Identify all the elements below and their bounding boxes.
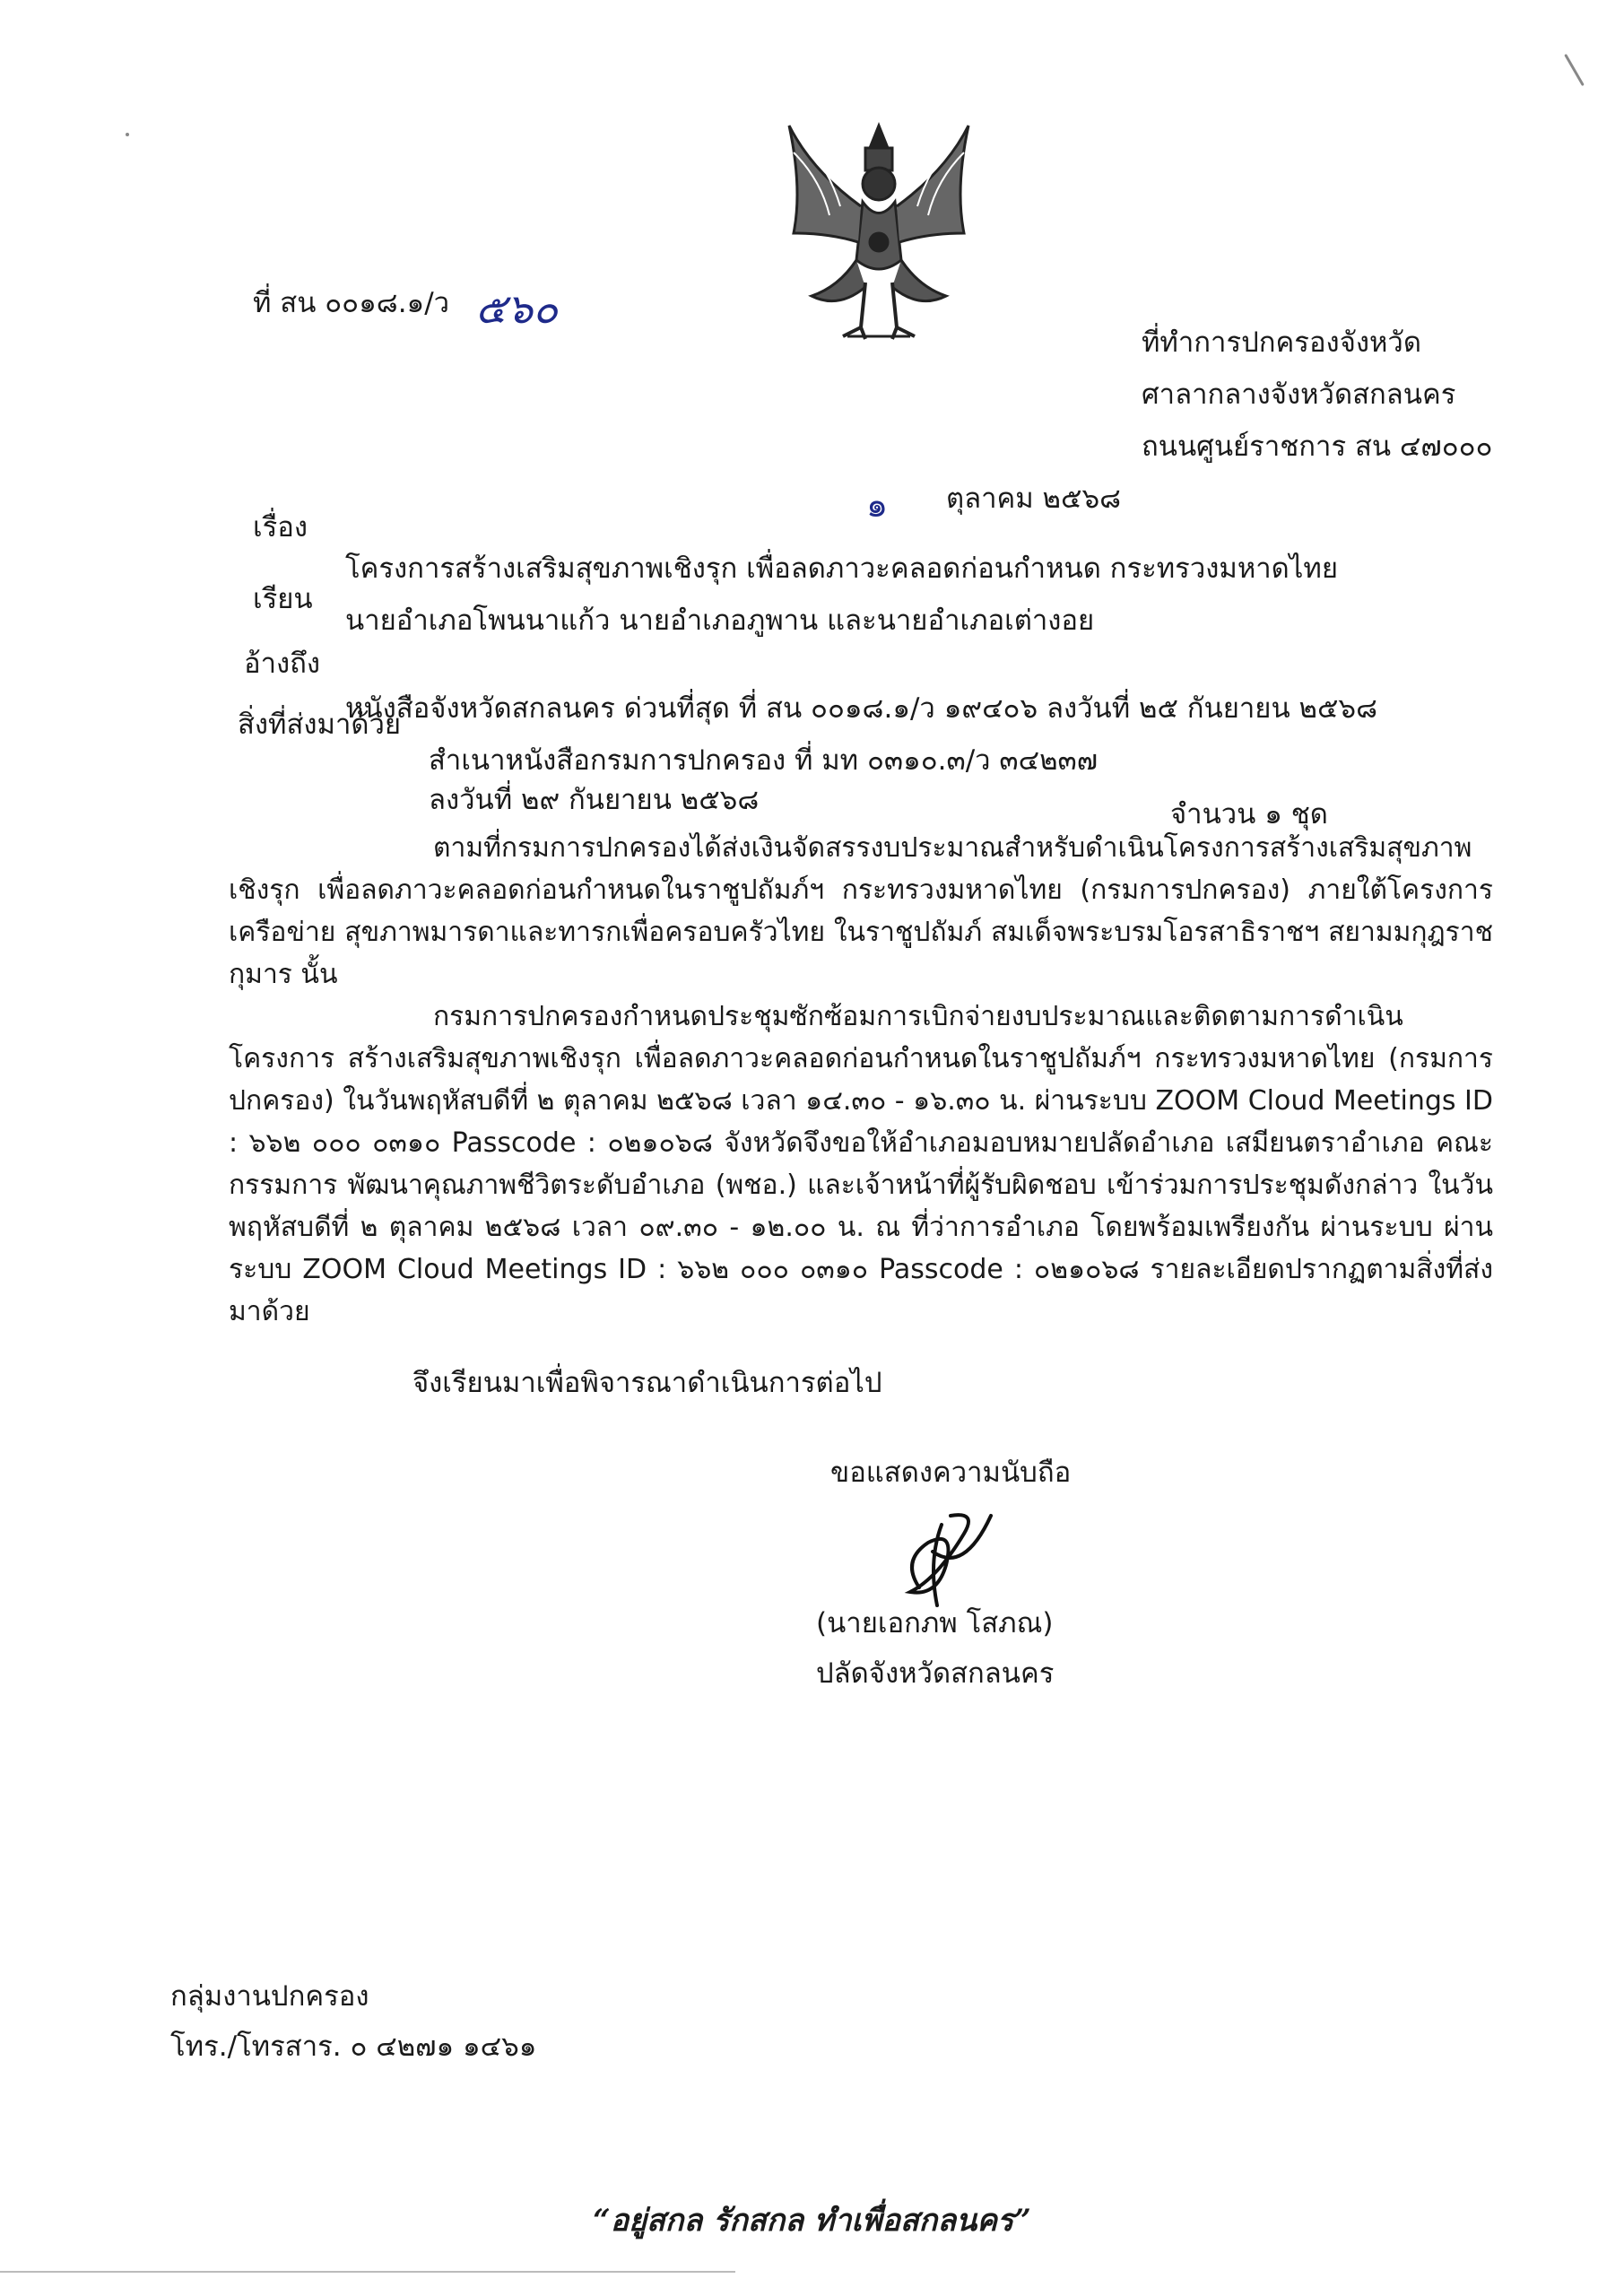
enclosure-quantity: จำนวน ๑ ชุด xyxy=(1170,798,1328,831)
signer-title: ปลัดจังหวัดสกลนคร xyxy=(816,1657,1055,1690)
subject-text: โครงการสร้างเสริมสุขภาพเชิงรุก เพื่อลดภาวะคลอดก่อนกำหนด กระทรวงมหาดไทย xyxy=(345,552,1338,585)
garuda-emblem-icon xyxy=(776,117,982,341)
body-paragraph-2: กรมการปกครองกำหนดประชุมซักซ้อมการเบิกจ่ายงบประมาณและติดตามการดำเนินโครงการ สร้างเสริมสุขภาพเชิงรุก เพื่อลดภาวะคลอดก่อนกำหนดในราชูปถัมภ์ฯ กระทรวงมหาดไทย (กรมการปกครอง) ในวันพฤหัสบดีที่ ๒ ตุลาคม ๒๕๖๘ เวลา ๑๔.๓๐ - ๑๖.๓๐ น. ผ่านระบบ ZOOM Cloud Meetings ID : ๖๖๒ ๐๐๐ ๐๓๑๐ Passcode : ๐๒๑๐๖๘ จังหวัดจึงขอให้อำเภอมอบหมายปลัดอำเภอ เสมียนตราอำเภอ คณะกรรมการ พัฒนาคุณภาพชีวิตระดับอำเภอ (พชอ.) และเจ้าหน้าที่ผู้รับผิดชอบ เข้าร่วมการประชุมดังกล่าว ในวันพฤหัสบดีที่ ๒ ตุลาคม ๒๕๖๘ เวลา ๐๙.๓๐ - ๑๒.๐๐ น. ณ ที่ว่าการอำเภอ โดยพร้อมเพรียงกัน ผ่านระบบ ผ่านระบบ ZOOM Cloud Meetings ID : ๖๖๒ ๐๐๐ ๐๓๑๐ Passcode : ๐๒๑๐๖๘ รายละเอียดปรากฏตามสิ่งที่ส่งมาด้วย xyxy=(229,1001,1493,1327)
enclosure-label: สิ่งที่ส่งมาด้วย xyxy=(238,709,402,741)
subject-label: เรื่อง xyxy=(253,511,308,544)
sender-address-line-1: ที่ทำการปกครองจังหวัด xyxy=(1142,326,1421,359)
reference-text: หนังสือจังหวัดสกลนคร ด่วนที่สุด ที่ สน ๐๐๑๘.๑/ว ๑๙๔๐๖ ลงวันที่ ๒๕ กันยายน ๒๕๖๘ xyxy=(345,692,1377,725)
date-month-year: ตุลาคม ๒๕๖๘ xyxy=(946,483,1122,515)
doc-number: ที่ สน ๐๐๑๘.๑/ว xyxy=(253,287,450,319)
closing-text: ขอแสดงความนับถือ xyxy=(830,1457,1072,1489)
scan-mark xyxy=(1564,54,1585,86)
body-paragraph-3: จึงเรียนมาเพื่อพิจารณาดำเนินการต่อไป xyxy=(413,1367,882,1399)
signer-name: (นายเอกภพ โสภณ) xyxy=(816,1607,1054,1639)
date-day-handwritten: ๑ xyxy=(866,485,889,525)
motto: “อยู่สกล รักสกล ทำเพื่อสกลนคร” xyxy=(593,2203,1031,2239)
scan-edge-line xyxy=(0,2271,735,2273)
to-label: เรียน xyxy=(253,583,313,615)
sender-address-line-3: ถนนศูนย์ราชการ สน ๔๗๐๐๐ xyxy=(1142,430,1493,463)
phone-fax: โทร./โทรสาร. ๐ ๔๒๗๑ ๑๔๖๑ xyxy=(170,2031,537,2063)
reference-label: อ้างถึง xyxy=(244,648,321,680)
doc-number-handwritten: ๕๖๐ xyxy=(475,284,559,333)
scan-speck xyxy=(126,133,129,136)
to-text: นายอำเภอโพนนาแก้ว นายอำเภอภูพาน และนายอำเภอเต่างอย xyxy=(345,604,1095,637)
body-paragraph-1: ตามที่กรมการปกครองได้ส่งเงินจัดสรรงบประมาณสำหรับดำเนินโครงการสร้างเสริมสุขภาพเชิงรุก เพื่อลดภาวะคลอดก่อนกำหนดในราชูปถัมภ์ฯ กระทรวงมหาดไทย (กรมการปกครอง) ภายใต้โครงการเครือข่าย สุขภาพมารดาและทารกเพื่อครอบครัวไทย ในราชูปถัมภ์ สมเด็จพระบรมโอรสาธิราชฯ สยามมกุฎราชกุมาร นั้น xyxy=(229,832,1493,990)
enclosure-line-1: สำเนาหนังสือกรมการปกครอง ที่ มท ๐๓๑๐.๓/ว ๓๔๒๓๗ xyxy=(429,744,1099,777)
sender-address-line-2: ศาลากลางจังหวัดสกลนคร xyxy=(1142,378,1456,411)
enclosure-line-2: ลงวันที่ ๒๙ กันยายน ๒๕๖๘ xyxy=(429,784,760,816)
office-unit: กลุ่มงานปกครอง xyxy=(170,1980,369,2013)
handwritten-signature-icon xyxy=(883,1489,1018,1614)
